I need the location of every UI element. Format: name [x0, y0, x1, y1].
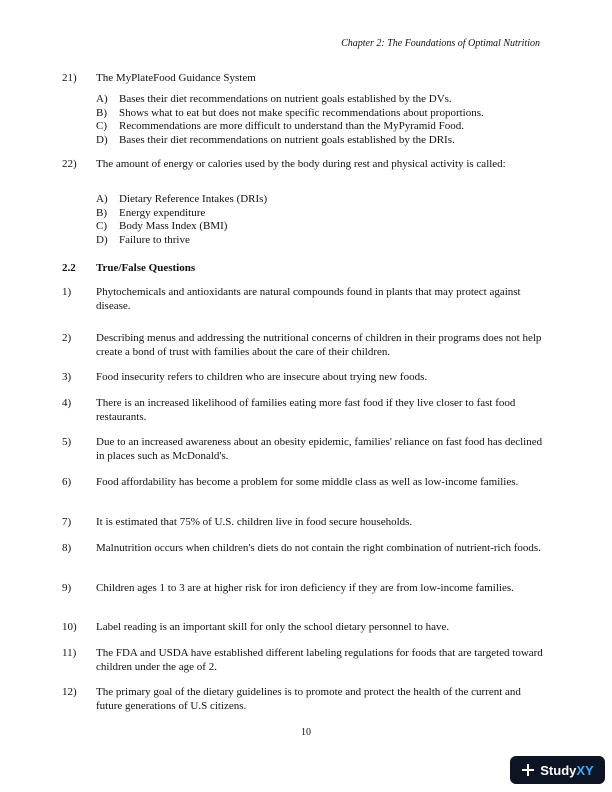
question-21 [62, 72, 542, 86]
question-text: The amount of energy or calories used by the body during rest and physical activity is called: [96, 158, 506, 170]
tf-number: 4) [62, 397, 72, 409]
tf-number: 6) [62, 476, 72, 488]
question-21-options [96, 93, 546, 147]
tf-text: Malnutrition occurs when children's diets do not contain the right combination of nutrient-rich foods. [96, 542, 541, 554]
badge-text-study: Study [540, 762, 577, 778]
tf-number: 8) [62, 542, 72, 554]
option-text: Failure to thrive [119, 233, 190, 246]
tf-text: The primary goal of the dietary guidelines is to promote and protect the health of the current and future generations of U.S citizens. [96, 686, 521, 712]
tf-text: Describing menus and addressing the nutritional concerns of children in their programs does not help create a bond of trust with families about the care of their children. [96, 332, 542, 358]
option-b [96, 107, 546, 121]
option-text: Recommendations are more difficult to understand than the MyPyramid Food. [119, 120, 465, 133]
tf-question-5 [62, 436, 546, 463]
tf-question-11 [62, 647, 546, 674]
question-22-options [96, 193, 546, 247]
option-c [96, 120, 546, 134]
option-letter: D) [96, 133, 108, 146]
tf-question-3 [62, 371, 546, 385]
question-text: The MyPlateFood Guidance System [96, 72, 256, 84]
option-a [96, 93, 546, 107]
tf-number: 5) [62, 436, 72, 448]
tf-question-2 [62, 332, 546, 359]
tf-text: Children ages 1 to 3 are at higher risk for iron deficiency if they are from low-income families. [96, 582, 514, 594]
option-letter: C) [96, 220, 107, 233]
tf-question-8 [62, 542, 546, 556]
option-letter: B) [96, 106, 107, 119]
chapter-header: Chapter 2: The Foundations of Optimal Nutrition [341, 38, 540, 49]
option-letter: C) [96, 120, 107, 133]
tf-number: 10) [62, 621, 77, 633]
question-22 [62, 158, 542, 172]
page-number: 10 [301, 727, 311, 738]
tf-question-9 [62, 582, 546, 596]
option-letter: A) [96, 93, 108, 105]
tf-number: 3) [62, 371, 72, 383]
tf-question-4 [62, 397, 546, 424]
tf-text: Label reading is an important skill for only the school dietary personnel to have. [96, 621, 450, 633]
question-number: 22) [62, 158, 77, 170]
option-text: Shows what to eat but does not make specific recommendations about proportions. [119, 106, 484, 119]
question-number: 21) [62, 72, 77, 84]
option-text: Dietary Reference Intakes (DRIs) [119, 193, 268, 205]
tf-number: 12) [62, 686, 77, 698]
option-a [96, 193, 546, 207]
tf-text: Due to an increased awareness about an obesity epidemic, families' reliance on fast food has declined in places such as McDonald's. [96, 436, 543, 462]
tf-question-10 [62, 621, 546, 635]
option-d [96, 134, 546, 148]
option-letter: A) [96, 193, 108, 205]
badge-text-xy: XY [576, 762, 594, 778]
section-title: True/False Questions [96, 262, 196, 274]
tf-question-1 [62, 286, 546, 313]
option-text: Body Mass Index (BMI) [119, 220, 228, 233]
tf-question-6 [62, 476, 546, 490]
option-letter: B) [96, 206, 107, 219]
tf-text: Phytochemicals and antioxidants are natural compounds found in plants that may protect against disease. [96, 286, 521, 312]
tf-number: 7) [62, 516, 72, 528]
option-b [96, 207, 546, 221]
option-text: Energy expenditure [119, 206, 206, 219]
tf-question-7 [62, 516, 546, 530]
tf-text: Food affordability has become a problem for some middle class as well as low-income families. [96, 476, 519, 488]
section-number: 2.2 [62, 262, 76, 274]
tf-text: The FDA and USDA have established different labeling regulations for foods that are targeted toward children under the age of 2. [96, 647, 543, 673]
tf-number: 2) [62, 332, 72, 344]
option-letter: D) [96, 233, 108, 246]
studyxy-badge[interactable] [510, 756, 605, 784]
option-text: Bases their diet recommendations on nutrient goals established by the DVs. [119, 93, 452, 105]
option-d [96, 234, 546, 248]
tf-question-12 [62, 686, 546, 713]
option-c [96, 220, 546, 234]
option-text: Bases their diet recommendations on nutrient goals established by the DRIs. [119, 133, 455, 146]
tf-number: 9) [62, 582, 72, 594]
tf-text: There is an increased likelihood of families eating more fast food if they live closer to fast food restaurants. [96, 397, 516, 423]
section-heading [62, 262, 195, 274]
tf-text: It is estimated that 75% of U.S. children live in food secure households. [96, 516, 413, 528]
tf-text: Food insecurity refers to children who are insecure about trying new foods. [96, 371, 428, 383]
plus-icon [521, 763, 535, 777]
tf-number: 1) [62, 286, 72, 298]
tf-number: 11) [62, 647, 77, 659]
